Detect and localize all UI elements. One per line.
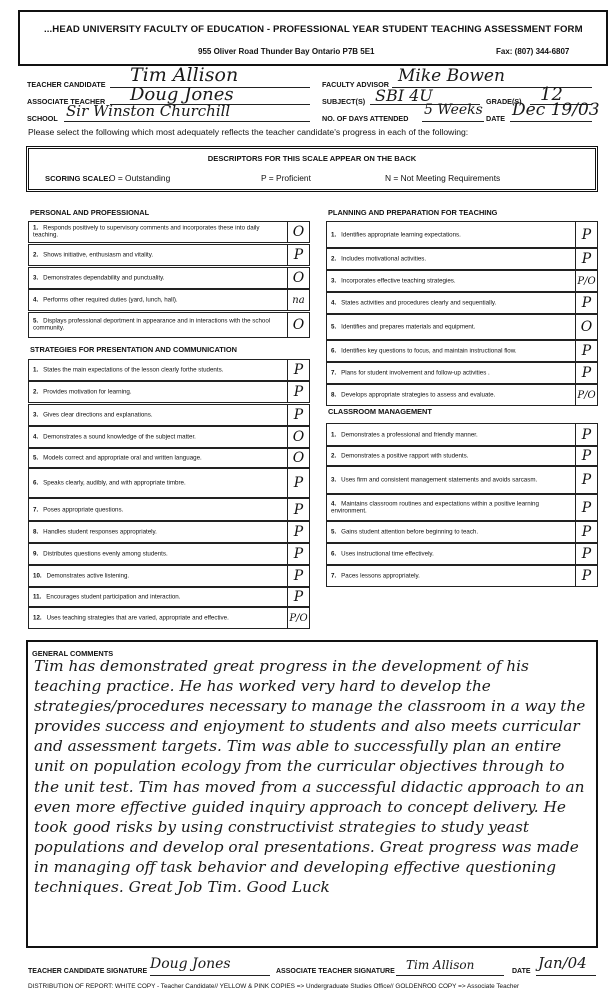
assessment-item-label: Speaks clearly, audibly, and with appropriate timbre.: [43, 479, 186, 487]
school-value: Sir Winston Churchill: [66, 102, 231, 120]
section-personal-title: PERSONAL AND PROFESSIONAL: [30, 208, 150, 217]
assessment-item-number: 2.: [33, 388, 39, 396]
assessment-mark-cell[interactable]: P: [287, 245, 309, 265]
candidate-signature-line: [150, 975, 270, 976]
assessment-item-number: 2.: [331, 452, 337, 460]
assessment-row: [28, 221, 310, 243]
assessment-item-label: Plans for student involvement and follow-up activities .: [341, 369, 490, 377]
assessment-item-text: [33, 411, 283, 418]
assessment-item-number: 8.: [33, 528, 39, 536]
assessment-item-text: [331, 369, 571, 376]
descriptors-box: [26, 146, 598, 192]
assessment-item-number: 10.: [33, 572, 42, 580]
assessment-mark-cell[interactable]: P: [575, 467, 597, 493]
assessment-mark-cell[interactable]: P: [575, 566, 597, 586]
scale-outstanding: O = Outstanding: [109, 173, 171, 183]
university-address: 955 Oliver Road Thunder Bay Ontario P7B 5E1: [198, 47, 375, 56]
assessment-row: [28, 267, 310, 289]
assessment-item-number: 6.: [331, 347, 337, 355]
assessment-item-label: States the main expectations of the lesson clearly forthe students.: [43, 366, 224, 374]
assessment-item-text: [33, 433, 283, 440]
assessment-item-number: 11.: [33, 593, 42, 601]
assessment-mark-cell[interactable]: P: [287, 360, 309, 380]
assessment-row: [28, 381, 310, 403]
assessment-item-number: 7.: [331, 572, 337, 580]
scale-not-meeting: N = Not Meeting Requirements: [385, 173, 501, 183]
faculty-advisor-label: FACULTY ADVISOR: [322, 80, 389, 89]
assessment-row: [326, 423, 598, 446]
assessment-item-text: [331, 431, 571, 438]
assessment-item-text: [331, 500, 571, 515]
assessment-mark-cell[interactable]: O: [287, 449, 309, 467]
assessment-mark-cell[interactable]: O: [287, 222, 309, 242]
assessment-item-text: [331, 347, 571, 354]
assessment-item-label: Paces lessons appropriately.: [341, 572, 420, 580]
assessment-row: [28, 312, 310, 338]
assessment-item-number: 8.: [331, 391, 337, 399]
assessment-item-label: Responds positively to supervisory comments and incorporates these into daily teaching.: [33, 224, 260, 239]
assessment-item-label: Models correct and appropriate oral and written language.: [43, 454, 202, 462]
assessment-row: [28, 244, 310, 266]
assessment-item-text: [33, 454, 283, 461]
assessment-item-label: Incorporates effective teaching strategies.: [341, 277, 456, 285]
assessment-item-label: Maintains classroom routines and expectations within a positive learning environment.: [331, 500, 539, 515]
assessment-row: [326, 221, 598, 248]
assessment-item-text: [331, 323, 571, 330]
assessment-item-label: Handles student responses appropriately.: [43, 528, 157, 536]
assessment-item-text: [331, 528, 571, 535]
assessment-row: [28, 521, 310, 543]
assessment-item-label: Includes motivational activities.: [341, 255, 427, 263]
assessment-row: [28, 359, 310, 381]
assessment-row: [28, 565, 310, 587]
date-line: [510, 121, 592, 122]
general-comments-box: [26, 640, 598, 948]
assessment-item-label: Uses firm and consistent management statements and avoids sarcasm.: [341, 476, 538, 484]
assessment-row: [28, 607, 310, 629]
assessment-item-number: 3.: [331, 277, 337, 285]
assessment-item-label: Shows initiative, enthusiasm and vitality.: [43, 251, 154, 259]
days-attended-label: NO. OF DAYS ATTENDED: [322, 114, 409, 123]
teacher-candidate-label: TEACHER CANDIDATE: [27, 80, 106, 89]
section-classroom-title: CLASSROOM MANAGEMENT: [328, 407, 432, 416]
assessment-row: [28, 587, 310, 607]
assessment-row: [326, 466, 598, 494]
section-planning-title: PLANNING AND PREPARATION FOR TEACHING: [328, 208, 498, 217]
assessment-mark-cell[interactable]: P: [575, 222, 597, 247]
assessment-item-text: [331, 550, 571, 557]
assessment-item-label: Uses teaching strategies that are varied, appropriate and effective.: [46, 614, 229, 622]
assessment-mark-cell[interactable]: P: [575, 544, 597, 564]
assessment-mark-cell[interactable]: P: [287, 469, 309, 497]
assessment-mark-cell[interactable]: P: [575, 447, 597, 465]
assessment-item-number: 1.: [33, 366, 39, 374]
assessment-row: [326, 446, 598, 466]
assessment-item-number: 7.: [33, 505, 39, 513]
assessment-item-label: Performs other required duties (yard, lunch, hall).: [43, 296, 178, 304]
assessment-item-label: Identifies key questions to focus, and maintain instructional flow.: [341, 347, 517, 355]
assessment-item-text: [33, 550, 283, 557]
assessment-row: [326, 340, 598, 362]
associate-signature-label: ASSOCIATE TEACHER SIGNATURE: [276, 968, 395, 975]
assessment-item-text: [33, 388, 283, 395]
assessment-item-label: Identifies appropriate learning expectations.: [341, 230, 461, 238]
form-title: ...HEAD UNIVERSITY FACULTY OF EDUCATION - PROFESSIONAL YEAR STUDENT TEACHING ASSESSMENT FORM: [44, 24, 583, 35]
assessment-mark-cell[interactable]: P: [287, 588, 309, 606]
assessment-mark-cell[interactable]: P: [575, 341, 597, 361]
scale-proficient: P = Proficient: [261, 173, 311, 183]
assessment-item-number: 4.: [331, 299, 337, 307]
assessment-item-text: [331, 299, 571, 306]
grades-label: GRADE(S): [486, 97, 522, 106]
assessment-item-number: 5.: [331, 528, 337, 536]
assessment-mark-cell[interactable]: P: [575, 424, 597, 445]
assessment-item-number: 1.: [331, 430, 337, 438]
assessment-mark-cell[interactable]: P: [575, 363, 597, 383]
assessment-row: [28, 404, 310, 426]
assessment-item-label: Displays professional deportment in appearance and in interactions with the school community.: [33, 317, 271, 332]
assessment-mark-cell[interactable]: O: [287, 313, 309, 337]
assessment-row: [326, 565, 598, 587]
associate-signature-line: [396, 975, 504, 976]
assessment-row: [28, 468, 310, 498]
assessment-item-text: [331, 277, 571, 284]
associate-teacher-value: Doug Jones: [130, 84, 234, 105]
assessment-item-number: 3.: [33, 411, 39, 419]
assessment-item-number: 7.: [331, 369, 337, 377]
distribution-note: DISTRIBUTION OF REPORT: WHITE COPY - Teacher Candidate// YELLOW & PINK COPIES => Undergraduate Studies Office// GOLDENROD COPY => Associate Teacher: [28, 983, 520, 990]
assessment-item-label: Demonstrates a positive rapport with students.: [341, 452, 469, 460]
assessment-item-number: 6.: [33, 479, 39, 487]
assessment-item-text: [33, 614, 283, 621]
associate-signature: Tim Allison: [406, 958, 475, 972]
fax-number: Fax: (807) 344-6807: [496, 47, 570, 56]
assessment-mark-cell[interactable]: O: [287, 427, 309, 447]
descriptors-title: DESCRIPTORS FOR THIS SCALE APPEAR ON THE BACK: [207, 154, 417, 163]
section-strategies-title: STRATEGIES FOR PRESENTATION AND COMMUNICATION: [30, 345, 237, 354]
assessment-item-number: 3.: [33, 274, 39, 282]
assessment-item-label: Poses appropriate questions.: [43, 505, 124, 513]
general-comments-label: GENERAL COMMENTS: [32, 649, 114, 658]
assessment-item-number: 1.: [331, 230, 337, 238]
grades-value: 12: [540, 84, 563, 105]
assessment-row: [326, 292, 598, 314]
date-value: Dec 19/03: [512, 100, 600, 120]
assessment-item-number: 2.: [331, 255, 337, 263]
assessment-item-number: 3.: [331, 476, 337, 484]
assessment-item-label: Gains student attention before beginning to teach.: [341, 528, 479, 536]
assessment-mark-cell[interactable]: O: [287, 268, 309, 288]
assessment-row: [28, 448, 310, 468]
assessment-row: [28, 426, 310, 448]
assessment-item-number: 6.: [331, 550, 337, 558]
assessment-row: [326, 270, 598, 292]
assessment-item-text: [33, 225, 283, 240]
assessment-item-number: 4.: [331, 500, 337, 508]
assessment-row: [326, 314, 598, 340]
assessment-item-number: 2.: [33, 251, 39, 259]
assessment-item-text: [33, 593, 283, 600]
header-box: [18, 10, 608, 66]
instructions-text: Please select the following which most adequately reflects the teacher candidate's progress in each of the following:: [28, 127, 469, 137]
assessment-row: [326, 248, 598, 270]
assessment-item-number: 1.: [33, 224, 39, 232]
faculty-advisor-value: Mike Bowen: [398, 66, 505, 86]
days-attended-value: 5 Weeks: [424, 102, 483, 118]
assessment-row: [326, 543, 598, 565]
assessment-row: [28, 543, 310, 565]
assessment-row: [28, 498, 310, 521]
subjects-label: SUBJECT(S): [322, 97, 366, 106]
teacher-candidate-value: Tim Allison: [130, 64, 239, 86]
assessment-mark-cell[interactable]: P: [287, 405, 309, 425]
assessment-item-text: [331, 572, 571, 579]
assessment-mark-cell[interactable]: P: [287, 522, 309, 542]
assessment-item-label: Demonstrates a professional and friendly manner.: [341, 430, 478, 438]
assessment-item-label: Identifies and prepares materials and equipment.: [341, 323, 476, 331]
assessment-item-label: Demonstrates dependability and punctuality.: [43, 274, 165, 282]
assessment-item-text: [33, 572, 283, 579]
assessment-mark-cell[interactable]: P: [287, 382, 309, 402]
assessment-item-label: States activities and procedures clearly and sequentially.: [341, 299, 497, 307]
date-label: DATE: [486, 114, 506, 123]
assessment-item-text: [33, 528, 283, 535]
assessment-item-number: 9.: [33, 550, 39, 558]
footer-date-label: DATE: [512, 968, 531, 975]
assessment-mark-cell[interactable]: P/O: [575, 271, 597, 291]
assessment-item-text: [33, 366, 283, 373]
assessment-item-label: Demonstrates a sound knowledge of the subject matter.: [43, 433, 196, 441]
assessment-item-text: [33, 296, 283, 303]
school-line: [64, 121, 310, 122]
assessment-item-label: Encourages student participation and interaction.: [46, 593, 181, 601]
assessment-item-number: 5.: [331, 323, 337, 331]
candidate-signature-label: TEACHER CANDIDATE SIGNATURE: [28, 968, 148, 975]
assessment-item-label: Develops appropriate strategies to assess and evaluate.: [341, 391, 496, 399]
assessment-item-number: 5.: [33, 454, 39, 462]
assessment-item-label: Distributes questions evenly among students.: [43, 550, 168, 558]
assessment-mark-cell[interactable]: P: [287, 544, 309, 564]
assessment-item-text: [331, 476, 571, 483]
assessment-item-label: Demonstrates active listening.: [46, 572, 130, 580]
assessment-item-text: [331, 255, 571, 262]
assessment-mark-cell[interactable]: P: [575, 249, 597, 269]
candidate-signature: Doug Jones: [150, 956, 231, 972]
assessment-item-number: 12.: [33, 614, 42, 622]
associate-teacher-label: ASSOCIATE TEACHER: [27, 97, 106, 106]
assessment-item-text: [33, 506, 283, 513]
assessment-item-text: [331, 391, 571, 398]
assessment-row: [326, 494, 598, 521]
assessment-item-number: 4.: [33, 296, 39, 304]
assessment-item-label: Gives clear directions and explanations.: [43, 411, 153, 419]
footer-date: Jan/04: [538, 954, 587, 972]
assessment-item-text: [33, 479, 283, 486]
assessment-row: [28, 289, 310, 311]
assessment-item-text: [331, 452, 571, 459]
days-attended-line: [422, 121, 484, 122]
assessment-item-text: [33, 318, 283, 333]
assessment-item-text: [331, 231, 571, 238]
assessment-mark-cell[interactable]: P: [575, 495, 597, 520]
assessment-item-text: [33, 251, 283, 258]
school-label: SCHOOL: [27, 114, 58, 123]
footer-date-line: [536, 975, 596, 976]
assessment-row: [326, 384, 598, 406]
assessment-mark-cell[interactable]: P/O: [575, 385, 597, 405]
scoring-scale-label: SCORING SCALE:: [45, 174, 111, 183]
assessment-item-number: 4.: [33, 433, 39, 441]
assessment-mark-cell[interactable]: P: [287, 566, 309, 586]
assessment-row: [326, 362, 598, 384]
assessment-mark-cell[interactable]: O: [575, 315, 597, 339]
assessment-mark-cell[interactable]: P: [575, 522, 597, 542]
subjects-value: SBI 4U: [375, 86, 433, 105]
assessment-row: [326, 521, 598, 543]
assessment-item-label: Uses instructional time effectively.: [341, 550, 434, 558]
assessment-mark-cell[interactable]: na: [287, 290, 309, 310]
assessment-item-number: 5.: [33, 317, 39, 325]
assessment-mark-cell[interactable]: P: [575, 293, 597, 313]
assessment-mark-cell[interactable]: P: [287, 499, 309, 520]
assessment-item-label: Provides motivation for learning.: [43, 388, 132, 396]
assessment-item-text: [33, 274, 283, 281]
general-comments-text: Tim has demonstrated great progress in the development of his teaching practice. He has worked very hard to develop the strategies/procedures necessary to manage the classroom in a way the provides success and enjoyment to students and also meets curricular and assessment targets. Tim was able to successfully plan an entire unit on population ecology from the curricular objectives through to the unit test. Tim has moved from a successful didactic approach to an even more effective guided inquiry approach to concept delivery. He took good risks by using constructivist strategies to study yeast populations and develop oral presentations. Great progress was made in managing off task behavior and developing effective questioning techniques. Great Job Tim. Good Luck: [34, 657, 586, 897]
assessment-mark-cell[interactable]: P/O: [287, 608, 309, 628]
